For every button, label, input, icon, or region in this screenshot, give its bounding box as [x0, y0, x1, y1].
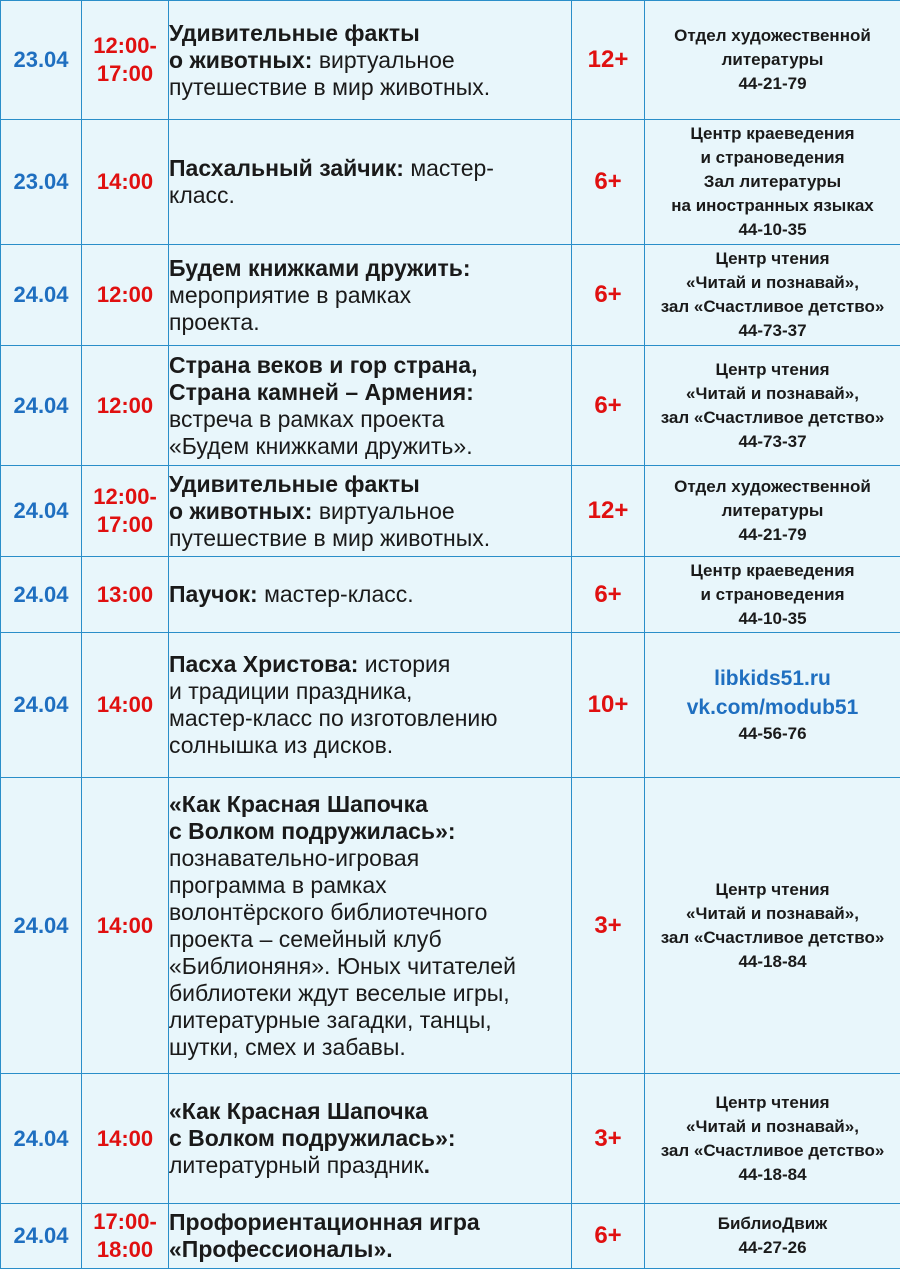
- event-row: [1, 1204, 900, 1269]
- event-description: [169, 120, 572, 245]
- event-description-line: [169, 1125, 571, 1152]
- event-description-line: [169, 1034, 571, 1061]
- event-time: [82, 245, 169, 346]
- event-title-text: Профориентационная игра: [169, 1209, 480, 1235]
- event-time-line: 17:00: [82, 60, 168, 88]
- event-title-text: Удивительные факты: [169, 471, 420, 497]
- event-date: 24.04: [1, 557, 82, 633]
- venue-line: Центр чтения: [645, 247, 900, 271]
- event-description-line: [169, 74, 571, 101]
- event-description: [169, 1074, 572, 1204]
- event-title-text: Пасха Христова:: [169, 651, 358, 677]
- event-date: 24.04: [1, 245, 82, 346]
- event-description-line: [169, 1236, 571, 1263]
- event-description: [169, 1, 572, 120]
- event-venue: [645, 245, 900, 346]
- event-time: [82, 1074, 169, 1204]
- event-time: [82, 778, 169, 1074]
- venue-line: 44-56-76: [645, 722, 900, 746]
- event-detail-text: программа в рамках: [169, 872, 387, 898]
- event-title-text: Паучок:: [169, 581, 258, 607]
- event-description-line: [169, 926, 571, 953]
- age-rating: 12+: [572, 466, 645, 557]
- event-time-line: 12:00-: [82, 32, 168, 60]
- event-detail-text: виртуальное: [312, 498, 454, 524]
- event-description: [169, 1204, 572, 1269]
- event-venue: [645, 1204, 900, 1269]
- event-detail-text: мероприятие в рамках: [169, 282, 411, 308]
- event-detail-text: солнышка из дисков.: [169, 732, 393, 758]
- event-description: [169, 466, 572, 557]
- event-row: [1, 466, 900, 557]
- event-description-line: [169, 47, 571, 74]
- event-title-text: «Профессионалы».: [169, 1236, 393, 1262]
- venue-line: 44-10-35: [645, 607, 900, 631]
- event-time: [82, 120, 169, 245]
- event-time: [82, 557, 169, 633]
- event-venue: [645, 1074, 900, 1204]
- event-time: [82, 346, 169, 466]
- event-date: 24.04: [1, 346, 82, 466]
- event-description-line: [169, 980, 571, 1007]
- event-title-text: Пасхальный зайчик:: [169, 155, 404, 181]
- event-detail-text: путешествие в мир животных.: [169, 74, 490, 100]
- event-title-text: Удивительные факты: [169, 20, 420, 46]
- event-detail-text: история: [358, 651, 450, 677]
- event-description-line: [169, 581, 571, 608]
- event-detail-text: встреча в рамках проекта: [169, 406, 444, 432]
- event-detail-text: мастер-: [404, 155, 494, 181]
- age-rating: 6+: [572, 245, 645, 346]
- event-title-text: с Волком подружилась»:: [169, 818, 456, 844]
- event-detail-text: шутки, смех и забавы.: [169, 1034, 406, 1060]
- event-venue: [645, 1, 900, 120]
- event-description-line: [169, 791, 571, 818]
- venue-line: 44-73-37: [645, 430, 900, 454]
- schedule-body: [1, 1, 900, 1269]
- event-description-line: [169, 1098, 571, 1125]
- age-rating: 6+: [572, 1204, 645, 1269]
- event-title-text: Страна веков и гор страна,: [169, 352, 477, 378]
- event-time: [82, 1204, 169, 1269]
- event-venue: [645, 557, 900, 633]
- age-rating: 3+: [572, 778, 645, 1074]
- event-title-text: с Волком подружилась»:: [169, 1125, 456, 1151]
- event-description-line: [169, 953, 571, 980]
- venue-line: Центр чтения: [645, 358, 900, 382]
- venue-line: зал «Счастливое детство»: [645, 926, 900, 950]
- event-description-line: [169, 1007, 571, 1034]
- event-description: [169, 245, 572, 346]
- event-date: 23.04: [1, 120, 82, 245]
- venue-line: «Читай и познавай»,: [645, 271, 900, 295]
- event-title-text: о животных:: [169, 498, 312, 524]
- age-rating: 3+: [572, 1074, 645, 1204]
- event-venue: [645, 120, 900, 245]
- venue-line: Центр чтения: [645, 878, 900, 902]
- event-description-line: [169, 705, 571, 732]
- venue-line: 44-21-79: [645, 523, 900, 547]
- event-description-line: [169, 471, 571, 498]
- event-description: [169, 633, 572, 778]
- event-time-line: 14:00: [82, 691, 168, 719]
- event-time-line: 12:00: [82, 392, 168, 420]
- event-description-line: [169, 678, 571, 705]
- event-title-text: о животных:: [169, 47, 312, 73]
- event-detail-text: познавательно-игровая: [169, 845, 419, 871]
- event-description-line: [169, 732, 571, 759]
- age-rating: 10+: [572, 633, 645, 778]
- event-time-line: 14:00: [82, 912, 168, 940]
- venue-line: и страноведения: [645, 146, 900, 170]
- event-time-line: 17:00: [82, 511, 168, 539]
- event-description-line: [169, 1152, 571, 1179]
- event-description-line: [169, 1209, 571, 1236]
- event-time-line: 12:00-: [82, 483, 168, 511]
- venue-line: Отдел художественной: [645, 475, 900, 499]
- age-rating: 6+: [572, 120, 645, 245]
- event-venue: [645, 466, 900, 557]
- event-detail-text: «Библионяня». Юных читателей: [169, 953, 516, 979]
- venue-line: Зал литературы: [645, 170, 900, 194]
- event-detail-text: путешествие в мир животных.: [169, 525, 490, 551]
- event-detail-text: мастер-класс.: [258, 581, 414, 607]
- event-time-line: 14:00: [82, 1125, 168, 1153]
- venue-line: «Читай и познавай»,: [645, 382, 900, 406]
- age-rating: 6+: [572, 346, 645, 466]
- event-detail-text: и традиции праздника,: [169, 678, 412, 704]
- venue-line: «Читай и познавай»,: [645, 1115, 900, 1139]
- event-time-line: 12:00: [82, 281, 168, 309]
- event-detail-text: мастер-класс по изготовлению: [169, 705, 498, 731]
- venue-line: литературы: [645, 499, 900, 523]
- venue-line: 44-21-79: [645, 72, 900, 96]
- event-title-text: Будем книжками дружить:: [169, 255, 471, 281]
- event-description-line: [169, 872, 571, 899]
- event-row: [1, 120, 900, 245]
- event-description-line: [169, 845, 571, 872]
- event-row: [1, 346, 900, 466]
- venue-line: Центр краеведения: [645, 559, 900, 583]
- event-detail-text: проекта.: [169, 309, 260, 335]
- venue-line: 44-18-84: [645, 1163, 900, 1187]
- event-description-line: [169, 379, 571, 406]
- event-date: 24.04: [1, 633, 82, 778]
- event-time: [82, 1, 169, 120]
- event-description-line: [169, 182, 571, 209]
- venue-line: Отдел художественной: [645, 24, 900, 48]
- event-description-line: [169, 651, 571, 678]
- venue-line: на иностранных языках: [645, 194, 900, 218]
- venue-line: зал «Счастливое детство»: [645, 406, 900, 430]
- event-venue: [645, 346, 900, 466]
- event-description-line: [169, 309, 571, 336]
- event-detail-text: виртуальное: [312, 47, 454, 73]
- venue-link[interactable]: vk.com/modub51: [645, 693, 900, 722]
- event-time-line: 17:00-: [82, 1208, 168, 1236]
- event-description-line: [169, 255, 571, 282]
- venue-line: зал «Счастливое детство»: [645, 1139, 900, 1163]
- event-detail-text: библиотеки ждут веселые игры,: [169, 980, 510, 1006]
- venue-link[interactable]: libkids51.ru: [645, 664, 900, 693]
- event-description-line: [169, 406, 571, 433]
- event-row: [1, 1, 900, 120]
- event-detail-text: литературный праздник: [169, 1152, 424, 1178]
- event-description-line: [169, 525, 571, 552]
- event-description-line: [169, 155, 571, 182]
- event-description-line: [169, 20, 571, 47]
- event-row: [1, 245, 900, 346]
- venue-line: зал «Счастливое детство»: [645, 295, 900, 319]
- venue-line: Центр краеведения: [645, 122, 900, 146]
- event-title-text: Страна камней – Армения:: [169, 379, 474, 405]
- age-rating: 12+: [572, 1, 645, 120]
- venue-line: Центр чтения: [645, 1091, 900, 1115]
- event-detail-text: «Будем книжками дружить».: [169, 433, 473, 459]
- event-description-line: [169, 282, 571, 309]
- venue-line: «Читай и познавай»,: [645, 902, 900, 926]
- event-description: [169, 557, 572, 633]
- event-title-text: «Как Красная Шапочка: [169, 791, 428, 817]
- event-venue: [645, 778, 900, 1074]
- venue-line: 44-27-26: [645, 1236, 900, 1260]
- event-description-line: [169, 818, 571, 845]
- event-time-line: 13:00: [82, 581, 168, 609]
- event-title-text: «Как Красная Шапочка: [169, 1098, 428, 1124]
- venue-line: БиблиоДвиж: [645, 1212, 900, 1236]
- event-time: [82, 633, 169, 778]
- event-description-line: [169, 899, 571, 926]
- event-date: 23.04: [1, 1, 82, 120]
- event-time-line: 18:00: [82, 1236, 168, 1264]
- event-row: [1, 557, 900, 633]
- event-time-line: 14:00: [82, 168, 168, 196]
- event-row: [1, 633, 900, 778]
- venue-line: литературы: [645, 48, 900, 72]
- event-date: 24.04: [1, 778, 82, 1074]
- venue-line: 44-73-37: [645, 319, 900, 343]
- venue-line: 44-18-84: [645, 950, 900, 974]
- event-date: 24.04: [1, 466, 82, 557]
- event-description-line: [169, 498, 571, 525]
- event-description-line: [169, 352, 571, 379]
- venue-line: и страноведения: [645, 583, 900, 607]
- age-rating: 6+: [572, 557, 645, 633]
- event-detail-text: класс.: [169, 182, 235, 208]
- event-date: 24.04: [1, 1074, 82, 1204]
- event-row: [1, 1074, 900, 1204]
- event-date: 24.04: [1, 1204, 82, 1269]
- event-detail-text: волонтёрского библиотечного: [169, 899, 487, 925]
- event-time: [82, 466, 169, 557]
- event-description: [169, 346, 572, 466]
- event-venue: [645, 633, 900, 778]
- event-description: [169, 778, 572, 1074]
- venue-line: 44-10-35: [645, 218, 900, 242]
- event-description-line: [169, 433, 571, 460]
- event-title-text: .: [424, 1152, 430, 1178]
- event-row: [1, 778, 900, 1074]
- event-detail-text: литературные загадки, танцы,: [169, 1007, 492, 1033]
- event-detail-text: проекта – семейный клуб: [169, 926, 442, 952]
